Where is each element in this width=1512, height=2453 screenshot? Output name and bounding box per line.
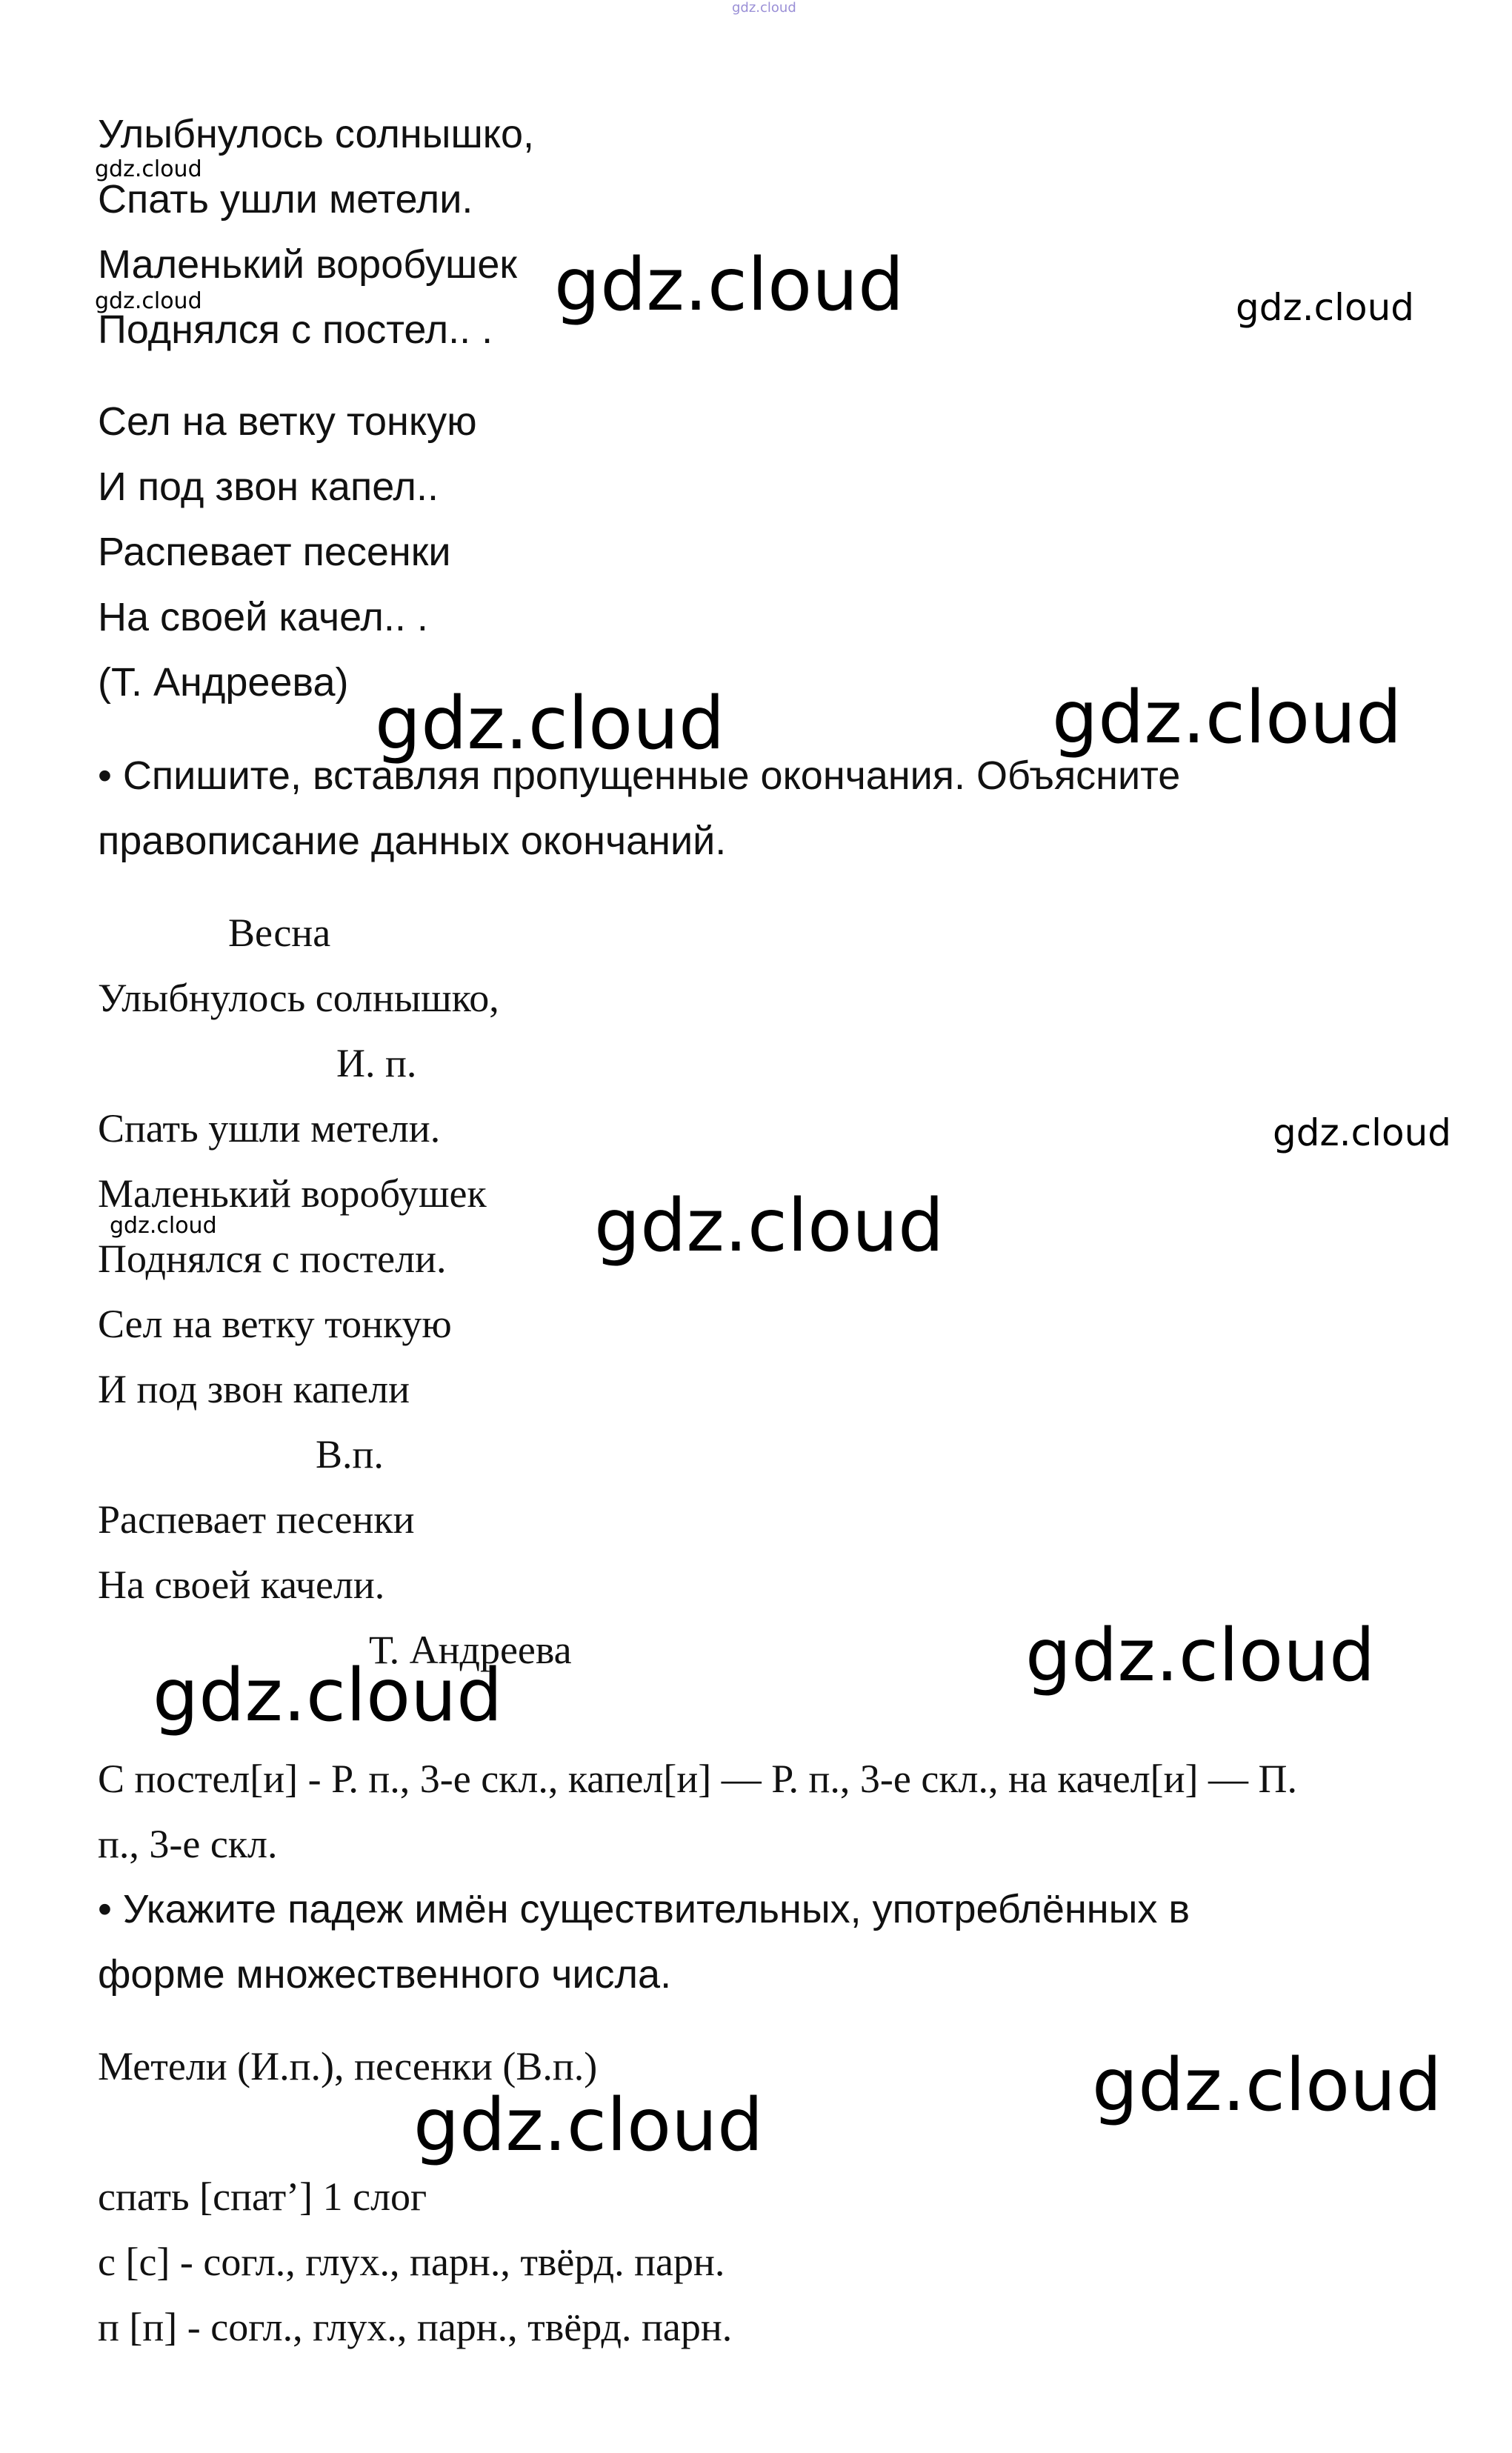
task2-instruction-line-2: форме множественного числа.: [98, 1952, 672, 1997]
task-poem-line-8: На своей качел.. .: [98, 595, 428, 639]
answer-poem-case-label-2: В.п.: [316, 1432, 384, 1477]
answer-poem-title: Весна: [228, 911, 331, 955]
task-poem-author: (Т. Андреева): [98, 660, 349, 705]
answer-poem-line-4: Поднялся с постели.: [98, 1237, 447, 1281]
watermark-1: gdz.cloud: [95, 156, 202, 182]
answer-poem-line-7: Распевает песенки: [98, 1497, 415, 1542]
answer-poem-author: Т. Андреева: [369, 1628, 572, 1672]
answer-poem-line-1: Улыбнулось солнышко,: [98, 976, 499, 1020]
task2-answer: Метели (И.п.), песенки (В.п.): [98, 2044, 598, 2088]
task-poem-line-6: И под звон капел..: [98, 465, 439, 509]
watermark-10: gdz.cloud: [1025, 1614, 1376, 1698]
watermark-13: gdz.cloud: [413, 2083, 764, 2168]
watermark-8: gdz.cloud: [594, 1184, 945, 1268]
watermark-5: gdz.cloud: [375, 682, 725, 766]
watermark-2: gdz.cloud: [95, 288, 202, 314]
task-poem-line-4: Поднялся с постел.. .: [98, 307, 493, 352]
explanation-line-1: С постел[и] - Р. п., 3-е скл., капел[и] — Р. п., 3-е скл., на качел[и] — П.: [98, 1757, 1298, 1801]
task-poem-line-1: Улыбнулось солнышко,: [98, 112, 535, 156]
task2-instruction-line-1: • Укажите падеж имён существительных, употреблённых в: [98, 1887, 1190, 1931]
watermark-7: gdz.cloud: [110, 1213, 217, 1239]
answer-poem-line-8: На своей качели.: [98, 1562, 385, 1607]
task-instruction-line-1: • Спишите, вставляя пропущенные окончания. Объясните: [98, 753, 1181, 798]
phonetic-line-1: спать [спат’] 1 слог: [98, 2174, 427, 2219]
watermark-9: gdz.cloud: [1273, 1111, 1452, 1154]
answer-poem-line-6: И под звон капели: [98, 1367, 410, 1411]
task-instruction-line-2: правописание данных окончаний.: [98, 819, 727, 863]
task-poem-line-3: Маленький воробушек: [98, 242, 517, 287]
answer-poem-line-3: Маленький воробушек: [98, 1171, 487, 1216]
watermark-11: gdz.cloud: [153, 1654, 503, 1738]
phonetic-line-3: п [п] - согл., глух., парн., твёрд. парн.: [98, 2305, 733, 2349]
task-poem-line-7: Распевает песенки: [98, 530, 451, 574]
task-poem-line-2: Спать ушли метели.: [98, 177, 473, 222]
watermark-4: gdz.cloud: [1236, 286, 1415, 329]
phonetic-line-2: с [с] - согл., глух., парн., твёрд. парн.: [98, 2240, 725, 2284]
task-poem-line-5: Сел на ветку тонкую: [98, 399, 477, 444]
answer-poem-line-2: Спать ушли метели.: [98, 1106, 441, 1151]
answer-poem-case-label-1: И. п.: [336, 1041, 417, 1085]
watermark-6: gdz.cloud: [1052, 676, 1402, 760]
explanation-line-2: п., 3-е скл.: [98, 1822, 278, 1866]
watermark-3: gdz.cloud: [554, 243, 905, 327]
answer-poem-line-5: Сел на ветку тонкую: [98, 1302, 452, 1346]
watermark-top: gdz.cloud: [732, 0, 796, 16]
watermark-12: gdz.cloud: [1092, 2043, 1442, 2128]
